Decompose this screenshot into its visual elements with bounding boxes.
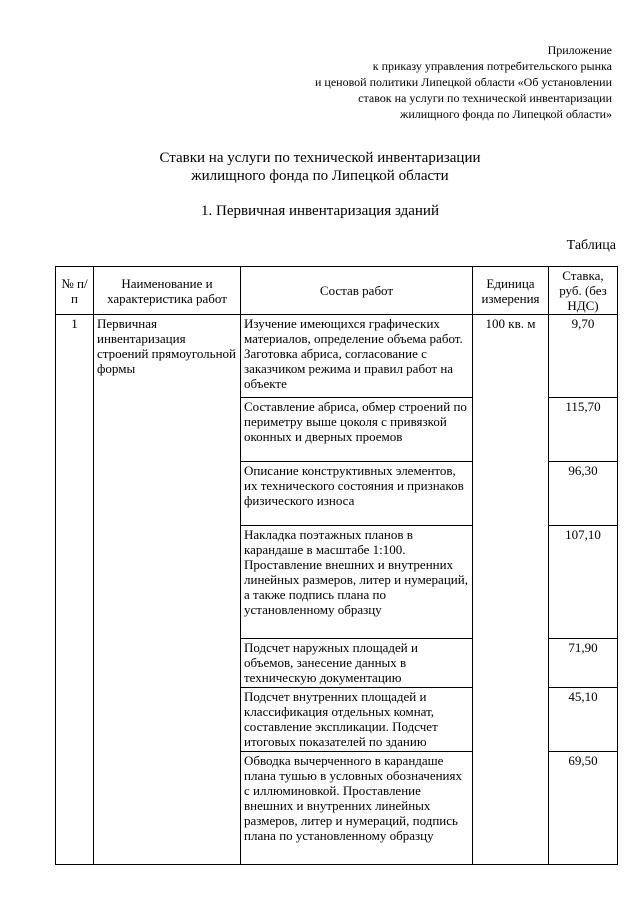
appendix-line: жилищного фонда по Липецкой области» — [400, 107, 612, 121]
section-heading: 1. Первичная инвентаризация зданий — [201, 203, 439, 219]
work-item: Обводка вычерченного в карандаше плана тушью в условных обозначениях с иллюминовкой. Проставление внешних и внутренних линейных размеров, литер и нумераций, подпись плана по установленному образцу — [241, 752, 473, 865]
header-num: № п/п — [56, 267, 94, 315]
work-item: Накладка поэтажных планов в карандаше в масштабе 1:100. Проставление внешних и внутренних линейных размеров, литер и нумераций, а также подпись плана по установленному образцу — [241, 526, 473, 639]
table-caption: Таблица — [566, 238, 616, 253]
document-title — [0, 149, 640, 185]
header-name: Наименование и характеристика работ — [94, 267, 241, 315]
work-item: Подсчет внутренних площадей и классификация отдельных комнат, составление экспликации. Подсчет итоговых показателей по зданию — [241, 688, 473, 752]
row-name: Первичная инвентаризация строений прямоугольной формы — [94, 315, 241, 865]
row-unit: 100 кв. м — [473, 315, 549, 865]
header-work: Состав работ — [241, 267, 473, 315]
table-row — [56, 315, 618, 398]
appendix-line: ставок на услуги по технической инвентаризации — [358, 91, 612, 105]
rate-value: 71,90 — [549, 639, 618, 688]
appendix-block — [192, 42, 612, 122]
work-item: Описание конструктивных элементов, их технического состояния и признаков физического износа — [241, 462, 473, 526]
header-unit: Единица измерения — [473, 267, 549, 315]
rate-value: 45,10 — [549, 688, 618, 752]
rates-table — [55, 266, 618, 865]
appendix-line: к приказу управления потребительского рынка — [372, 59, 612, 73]
rate-value: 69,50 — [549, 752, 618, 865]
appendix-line: Приложение — [547, 43, 612, 57]
rate-value: 107,10 — [549, 526, 618, 639]
work-item: Подсчет наружных площадей и объемов, занесение данных в техническую документацию — [241, 639, 473, 688]
rate-value: 115,70 — [549, 398, 618, 462]
row-number: 1 — [56, 315, 94, 865]
header-rate: Ставка, руб. (без НДС) — [549, 267, 618, 315]
table-header-row — [56, 267, 618, 315]
work-item: Изучение имеющихся графических материалов, определение объема работ. Заготовка абриса, согласование с заказчиком режима и правил работ на объекте — [241, 315, 473, 398]
work-item: Составление абриса, обмер строений по периметру выше цоколя с привязкой оконных и дверных проемов — [241, 398, 473, 462]
document-title-line-1: Ставки на услуги по технической инвентаризации — [159, 150, 481, 166]
document-title-line-2: жилищного фонда по Липецкой области — [191, 168, 449, 184]
rate-value: 9,70 — [549, 315, 618, 398]
appendix-line: и ценовой политики Липецкой области «Об установлении — [315, 75, 612, 89]
rate-value: 96,30 — [549, 462, 618, 526]
